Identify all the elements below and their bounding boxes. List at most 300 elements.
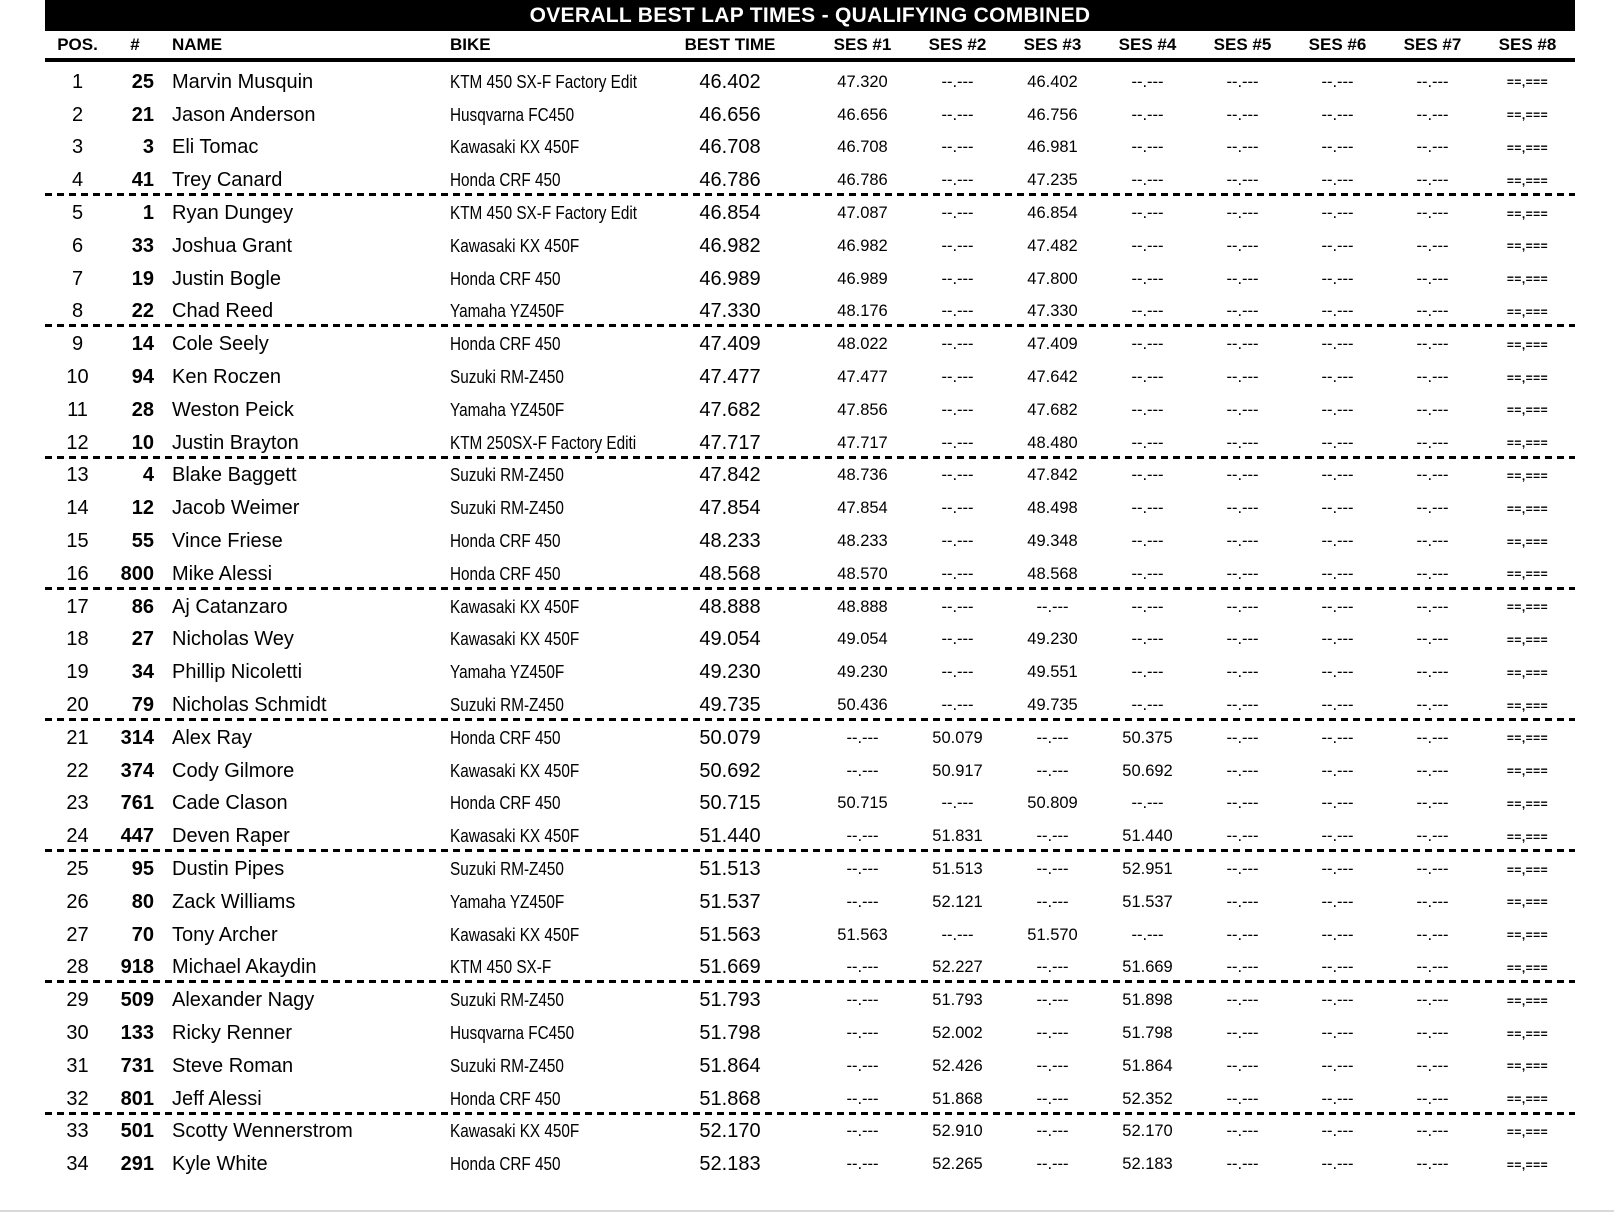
cell-bike: Honda CRF 450	[450, 563, 561, 584]
cell-pos: 24	[66, 825, 89, 848]
cell-bike: Kawasaki KX 450F	[450, 826, 580, 847]
cell-ses-3: --.---	[1036, 1155, 1069, 1174]
lap-times-sheet	[45, 0, 1575, 1181]
cell-ses-2: --.---	[941, 368, 974, 387]
cell-ses-1: 50.436	[837, 696, 888, 715]
cell-ses-8: ==,===	[1506, 370, 1549, 385]
cell-ses-6: --.---	[1321, 1122, 1354, 1141]
table-row	[45, 788, 1575, 821]
cell-best-time: 48.568	[699, 562, 761, 585]
cell-number: 95	[131, 858, 154, 881]
cell-ses-3: 46.402	[1027, 72, 1078, 91]
cell-ses-6: --.---	[1321, 728, 1354, 747]
cell-number: 314	[120, 726, 154, 749]
cell-ses-7: --.---	[1416, 991, 1449, 1010]
cell-ses-7: --.---	[1416, 532, 1449, 551]
cell-best-time: 49.735	[699, 694, 761, 717]
cell-bike: Honda CRF 450	[450, 727, 561, 748]
cell-ses-5: --.---	[1226, 958, 1259, 977]
cell-name: Weston Peick	[172, 398, 294, 421]
cell-ses-3: 46.756	[1027, 105, 1078, 124]
cell-ses-6: --.---	[1321, 105, 1354, 124]
cell-ses-2: --.---	[941, 171, 974, 190]
cell-ses-2: --.---	[941, 696, 974, 715]
cell-number: 447	[120, 825, 154, 848]
col-header-ses4: SES #4	[1118, 34, 1177, 54]
cell-name: Ricky Renner	[172, 1022, 293, 1044]
cell-ses-6: --.---	[1321, 860, 1354, 879]
cell-ses-3: 47.330	[1027, 302, 1078, 321]
cell-ses-1: 48.176	[837, 302, 888, 321]
cell-best-time: 47.682	[699, 398, 761, 421]
cell-ses-3: --.---	[1036, 1056, 1069, 1075]
cell-name: Tony Archer	[172, 923, 278, 946]
cell-ses-2: --.---	[941, 499, 974, 518]
cell-bike: Suzuki RM-Z450	[450, 990, 564, 1011]
table-row	[45, 525, 1575, 558]
cell-pos: 26	[66, 890, 89, 913]
cell-bike: Suzuki RM-Z450	[450, 465, 564, 486]
cell-ses-7: --.---	[1416, 597, 1449, 616]
cell-ses-5: --.---	[1226, 400, 1259, 419]
table-row	[45, 99, 1575, 132]
cell-bike: Suzuki RM-Z450	[450, 695, 564, 716]
cell-ses-3: 47.800	[1027, 269, 1078, 288]
cell-pos: 18	[66, 628, 89, 651]
cell-ses-4: --.---	[1131, 663, 1164, 682]
cell-ses-8: ==,===	[1506, 140, 1549, 155]
cell-number: 374	[120, 759, 154, 782]
table-row	[45, 263, 1575, 296]
cell-pos: 13	[66, 464, 89, 487]
cell-number: 1	[142, 202, 154, 225]
col-header-ses1: SES #1	[833, 34, 892, 54]
cell-bike: KTM 250SX-F Factory Editi	[450, 432, 637, 453]
cell-pos: 4	[71, 169, 84, 192]
cell-bike: Honda CRF 450	[450, 334, 561, 355]
cell-ses-8: ==,===	[1506, 304, 1549, 319]
cell-ses-3: 47.642	[1027, 368, 1078, 387]
cell-bike: Kawasaki KX 450F	[450, 629, 580, 650]
cell-name: Jason Anderson	[172, 103, 316, 126]
table-row	[45, 361, 1575, 394]
cell-ses-8: ==,===	[1506, 1124, 1549, 1139]
table-row	[45, 624, 1575, 657]
cell-pos: 29	[66, 989, 89, 1012]
cell-ses-5: --.---	[1226, 138, 1259, 157]
cell-ses-8: ==,===	[1506, 272, 1549, 287]
cell-best-time: 52.170	[699, 1120, 761, 1143]
cell-bike: Suzuki RM-Z450	[450, 859, 564, 880]
cell-bike: Kawasaki KX 450F	[450, 760, 580, 781]
cell-ses-8: ==,===	[1506, 665, 1549, 680]
cell-number: 509	[120, 989, 154, 1012]
cell-name: Trey Canard	[172, 169, 283, 192]
cell-pos: 9	[71, 333, 84, 356]
cell-bike: KTM 450 SX-F Factory Edit	[450, 71, 638, 92]
cell-ses-1: 49.054	[837, 630, 888, 649]
cell-name: Alex Ray	[172, 726, 253, 749]
cell-bike: Suzuki RM-Z450	[450, 1055, 564, 1076]
table-row	[45, 1116, 1575, 1149]
cell-ses-8: ==,===	[1506, 796, 1549, 811]
cell-ses-3: 48.480	[1027, 433, 1078, 452]
cell-ses-1: 46.982	[837, 236, 888, 255]
cell-ses-8: ==,===	[1506, 468, 1549, 483]
cell-ses-3: --.---	[1036, 827, 1069, 846]
cell-ses-8: ==,===	[1506, 862, 1549, 877]
cell-ses-6: --.---	[1321, 1089, 1354, 1108]
cell-ses-5: --.---	[1226, 499, 1259, 518]
cell-ses-4: 51.537	[1122, 892, 1173, 911]
cell-ses-7: --.---	[1416, 892, 1449, 911]
cell-pos: 30	[66, 1022, 89, 1044]
cell-ses-5: --.---	[1226, 1056, 1259, 1075]
cell-ses-4: --.---	[1131, 269, 1164, 288]
cell-ses-1: 47.854	[837, 499, 888, 518]
table-row	[45, 591, 1575, 624]
cell-ses-5: --.---	[1226, 860, 1259, 879]
cell-ses-7: --.---	[1416, 827, 1449, 846]
cell-ses-5: --.---	[1226, 728, 1259, 747]
cell-ses-2: 51.831	[932, 827, 983, 846]
cell-number: 25	[131, 70, 154, 93]
cell-pos: 2	[71, 103, 84, 126]
cell-ses-8: ==,===	[1506, 698, 1549, 713]
cell-ses-7: --.---	[1416, 1056, 1449, 1075]
cell-ses-4: --.---	[1131, 925, 1164, 944]
cell-ses-3: --.---	[1036, 958, 1069, 977]
cell-ses-5: --.---	[1226, 794, 1259, 813]
cell-ses-7: --.---	[1416, 958, 1449, 977]
cell-ses-1: 48.888	[837, 597, 888, 616]
cell-ses-8: ==,===	[1506, 1092, 1549, 1107]
table-row	[45, 132, 1575, 165]
cell-ses-3: 51.570	[1027, 925, 1078, 944]
cell-best-time: 51.669	[699, 956, 761, 979]
cell-ses-6: --.---	[1321, 499, 1354, 518]
cell-pos: 33	[66, 1120, 89, 1143]
cell-best-time: 52.183	[699, 1153, 761, 1176]
cell-pos: 12	[66, 431, 89, 454]
cell-ses-1: --.---	[846, 958, 879, 977]
cell-ses-7: --.---	[1416, 794, 1449, 813]
cell-ses-5: --.---	[1226, 532, 1259, 551]
cell-ses-4: 52.170	[1122, 1122, 1173, 1141]
cell-ses-8: ==,===	[1506, 731, 1549, 746]
cell-ses-5: --.---	[1226, 236, 1259, 255]
table-row	[45, 492, 1575, 525]
cell-ses-8: ==,===	[1506, 173, 1549, 188]
cell-ses-6: --.---	[1321, 564, 1354, 583]
cell-best-time: 50.079	[699, 726, 761, 749]
cell-ses-2: --.---	[941, 105, 974, 124]
cell-ses-4: --.---	[1131, 400, 1164, 419]
cell-ses-3: 49.551	[1027, 663, 1078, 682]
cell-number: 55	[131, 530, 154, 553]
cell-ses-8: ==,===	[1506, 436, 1549, 451]
cell-ses-8: ==,===	[1506, 239, 1549, 254]
table-row	[45, 952, 1575, 985]
cell-ses-7: --.---	[1416, 171, 1449, 190]
cell-ses-8: ==,===	[1506, 928, 1549, 943]
cell-bike: Kawasaki KX 450F	[450, 235, 580, 256]
cell-ses-6: --.---	[1321, 1024, 1354, 1042]
cell-name: Deven Raper	[172, 825, 290, 848]
cell-number: 94	[131, 366, 154, 389]
cell-name: Chad Reed	[172, 300, 274, 323]
cell-ses-7: --.---	[1416, 1155, 1449, 1174]
sheet-title: OVERALL BEST LAP TIMES - QUALIFYING COMBINED	[529, 3, 1091, 27]
cell-ses-2: --.---	[941, 335, 974, 354]
cell-ses-1: 46.786	[837, 171, 888, 190]
cell-ses-2: --.---	[941, 794, 974, 813]
cell-ses-5: --.---	[1226, 892, 1259, 911]
cell-ses-5: --.---	[1226, 1024, 1259, 1042]
cell-ses-1: --.---	[846, 892, 879, 911]
cell-best-time: 51.864	[699, 1054, 761, 1077]
cell-name: Phillip Nicoletti	[172, 661, 303, 684]
cell-best-time: 47.409	[699, 333, 761, 356]
cell-ses-1: --.---	[846, 1155, 879, 1174]
cell-name: Eli Tomac	[172, 136, 259, 159]
table-header-row	[45, 31, 1575, 62]
table-row	[45, 164, 1575, 197]
cell-ses-6: --.---	[1321, 335, 1354, 354]
cell-name: Cade Clason	[172, 792, 288, 815]
cell-name: Aj Catanzaro	[172, 595, 288, 618]
cell-number: 27	[131, 628, 154, 651]
cell-bike: Suzuki RM-Z450	[450, 367, 564, 388]
cell-ses-7: --.---	[1416, 302, 1449, 321]
cell-pos: 15	[66, 530, 89, 553]
cell-number: 33	[131, 234, 154, 257]
cell-number: 14	[131, 333, 154, 356]
cell-ses-2: --.---	[941, 302, 974, 321]
cell-ses-1: --.---	[846, 728, 879, 747]
cell-ses-7: --.---	[1416, 204, 1449, 223]
cell-ses-2: --.---	[941, 630, 974, 649]
table-row	[45, 689, 1575, 722]
cell-ses-6: --.---	[1321, 204, 1354, 223]
cell-number: 3	[142, 136, 154, 159]
cell-bike: Honda CRF 450	[450, 793, 561, 814]
cell-best-time: 51.563	[699, 923, 761, 946]
cell-ses-2: 51.793	[932, 991, 983, 1010]
cell-ses-7: --.---	[1416, 400, 1449, 419]
cell-ses-2: 50.079	[932, 728, 983, 747]
cell-number: 21	[131, 103, 154, 126]
cell-ses-4: --.---	[1131, 105, 1164, 124]
cell-number: 28	[131, 398, 154, 421]
cell-number: 34	[131, 661, 154, 684]
cell-ses-8: ==,===	[1506, 534, 1549, 549]
cell-ses-6: --.---	[1321, 532, 1354, 551]
cell-ses-1: --.---	[846, 1024, 879, 1042]
cell-ses-5: --.---	[1226, 991, 1259, 1010]
cell-ses-6: --.---	[1321, 597, 1354, 616]
table-row	[45, 820, 1575, 853]
col-header-bike: BIKE	[450, 34, 491, 54]
cell-bike: Husqvarna FC450	[450, 104, 575, 125]
col-header-number: #	[130, 34, 140, 54]
cell-pos: 16	[66, 562, 89, 585]
cell-ses-1: 47.717	[837, 433, 888, 452]
cell-ses-1: 48.736	[837, 466, 888, 485]
cell-ses-6: --.---	[1321, 138, 1354, 157]
cell-ses-4: 51.440	[1122, 827, 1173, 846]
cell-pos: 32	[66, 1087, 89, 1110]
cell-pos: 1	[71, 70, 84, 93]
cell-number: 86	[131, 595, 154, 618]
cell-ses-4: --.---	[1131, 499, 1164, 518]
cell-best-time: 50.715	[699, 792, 761, 815]
table-row	[45, 394, 1575, 427]
cell-ses-3: --.---	[1036, 860, 1069, 879]
cell-best-time: 46.982	[699, 234, 761, 257]
cell-ses-4: 51.798	[1122, 1024, 1173, 1042]
cell-ses-2: 50.917	[932, 761, 983, 780]
cell-best-time: 51.440	[699, 825, 761, 848]
cell-best-time: 48.888	[699, 595, 761, 618]
cell-ses-1: 47.320	[837, 72, 888, 91]
cell-number: 133	[120, 1022, 154, 1044]
cell-ses-7: --.---	[1416, 335, 1449, 354]
cell-ses-7: --.---	[1416, 105, 1449, 124]
col-header-pos: POS.	[57, 34, 98, 54]
cell-ses-5: --.---	[1226, 1089, 1259, 1108]
cell-ses-3: 47.235	[1027, 171, 1078, 190]
cell-name: Nicholas Schmidt	[172, 694, 327, 717]
cell-ses-8: ==,===	[1506, 567, 1549, 582]
cell-pos: 28	[66, 956, 89, 979]
cell-ses-2: --.---	[941, 532, 974, 551]
cell-ses-2: --.---	[941, 138, 974, 157]
cell-name: Marvin Musquin	[172, 70, 314, 93]
cell-ses-3: 49.230	[1027, 630, 1078, 649]
cell-name: Joshua Grant	[172, 234, 293, 257]
cell-ses-7: --.---	[1416, 466, 1449, 485]
cell-ses-4: --.---	[1131, 368, 1164, 387]
cell-ses-2: --.---	[941, 269, 974, 288]
cell-ses-5: --.---	[1226, 696, 1259, 715]
cell-ses-3: 48.568	[1027, 564, 1078, 583]
cell-ses-6: --.---	[1321, 236, 1354, 255]
cell-ses-3: --.---	[1036, 597, 1069, 616]
cell-ses-2: --.---	[941, 466, 974, 485]
cell-ses-1: --.---	[846, 1089, 879, 1108]
cell-ses-3: 47.409	[1027, 335, 1078, 354]
cell-pos: 6	[71, 234, 84, 257]
cell-ses-8: ==,===	[1506, 632, 1549, 647]
cell-ses-5: --.---	[1226, 663, 1259, 682]
cell-ses-7: --.---	[1416, 1122, 1449, 1141]
table-row	[45, 656, 1575, 689]
cell-name: Steve Roman	[172, 1054, 294, 1077]
cell-ses-8: ==,===	[1506, 206, 1549, 221]
cell-ses-4: 52.951	[1122, 860, 1173, 879]
cell-bike: Kawasaki KX 450F	[450, 137, 580, 158]
table-row	[45, 722, 1575, 755]
cell-ses-8: ==,===	[1506, 75, 1549, 90]
sheet-title-bar	[45, 0, 1575, 31]
table-row	[45, 296, 1575, 329]
cell-ses-4: --.---	[1131, 696, 1164, 715]
cell-bike: Yamaha YZ450F	[450, 662, 565, 683]
cell-ses-4: --.---	[1131, 564, 1164, 583]
cell-ses-5: --.---	[1226, 761, 1259, 780]
cell-ses-6: --.---	[1321, 302, 1354, 321]
cell-pos: 25	[66, 858, 89, 881]
cell-ses-5: --.---	[1226, 630, 1259, 649]
cell-ses-6: --.---	[1321, 761, 1354, 780]
cell-ses-8: ==,===	[1506, 764, 1549, 779]
cell-number: 501	[120, 1120, 154, 1143]
cell-number: 800	[120, 562, 154, 585]
cell-ses-4: 51.898	[1122, 991, 1173, 1010]
cell-pos: 22	[66, 759, 89, 782]
cell-ses-5: --.---	[1226, 564, 1259, 583]
cell-ses-2: 52.002	[932, 1024, 983, 1042]
cell-ses-4: --.---	[1131, 236, 1164, 255]
cell-ses-3: 47.682	[1027, 400, 1078, 419]
cell-ses-8: ==,===	[1506, 895, 1549, 910]
col-header-ses8: SES #8	[1498, 34, 1557, 54]
cell-bike: Suzuki RM-Z450	[450, 498, 564, 519]
cell-best-time: 51.513	[699, 858, 761, 881]
cell-bike: Honda CRF 450	[450, 1088, 561, 1109]
cell-best-time: 49.054	[699, 628, 761, 651]
table-row	[45, 197, 1575, 230]
cell-ses-1: 46.656	[837, 105, 888, 124]
cell-bike: Honda CRF 450	[450, 170, 561, 191]
table-row	[45, 328, 1575, 361]
cell-pos: 27	[66, 923, 89, 946]
cell-ses-4: --.---	[1131, 335, 1164, 354]
cell-ses-7: --.---	[1416, 138, 1449, 157]
cell-ses-7: --.---	[1416, 663, 1449, 682]
cell-name: Scotty Wennerstrom	[172, 1120, 353, 1143]
cell-ses-3: 50.809	[1027, 794, 1078, 813]
cell-ses-5: --.---	[1226, 269, 1259, 288]
cell-number: 79	[131, 694, 154, 717]
cell-number: 70	[131, 923, 154, 946]
cell-ses-5: --.---	[1226, 1122, 1259, 1141]
cell-number: 801	[120, 1087, 154, 1110]
cell-ses-1: 49.230	[837, 663, 888, 682]
cell-ses-8: ==,===	[1506, 1157, 1549, 1172]
cell-bike: Honda CRF 450	[450, 531, 561, 552]
table-row	[45, 558, 1575, 591]
cell-best-time: 47.854	[699, 497, 761, 520]
cell-ses-1: --.---	[846, 1056, 879, 1075]
cell-name: Dustin Pipes	[172, 858, 285, 881]
cell-bike: Kawasaki KX 450F	[450, 1121, 580, 1142]
cell-ses-7: --.---	[1416, 236, 1449, 255]
cell-ses-3: 46.981	[1027, 138, 1078, 157]
cell-ses-3: 49.348	[1027, 532, 1078, 551]
cell-ses-1: 46.989	[837, 269, 888, 288]
cell-ses-4: --.---	[1131, 72, 1164, 91]
cell-ses-5: --.---	[1226, 302, 1259, 321]
cell-best-time: 50.692	[699, 759, 761, 782]
cell-pos: 31	[66, 1054, 89, 1077]
table-row	[45, 984, 1575, 1017]
cell-ses-6: --.---	[1321, 466, 1354, 485]
cell-ses-7: --.---	[1416, 564, 1449, 583]
cell-ses-6: --.---	[1321, 1155, 1354, 1174]
cell-ses-3: --.---	[1036, 761, 1069, 780]
